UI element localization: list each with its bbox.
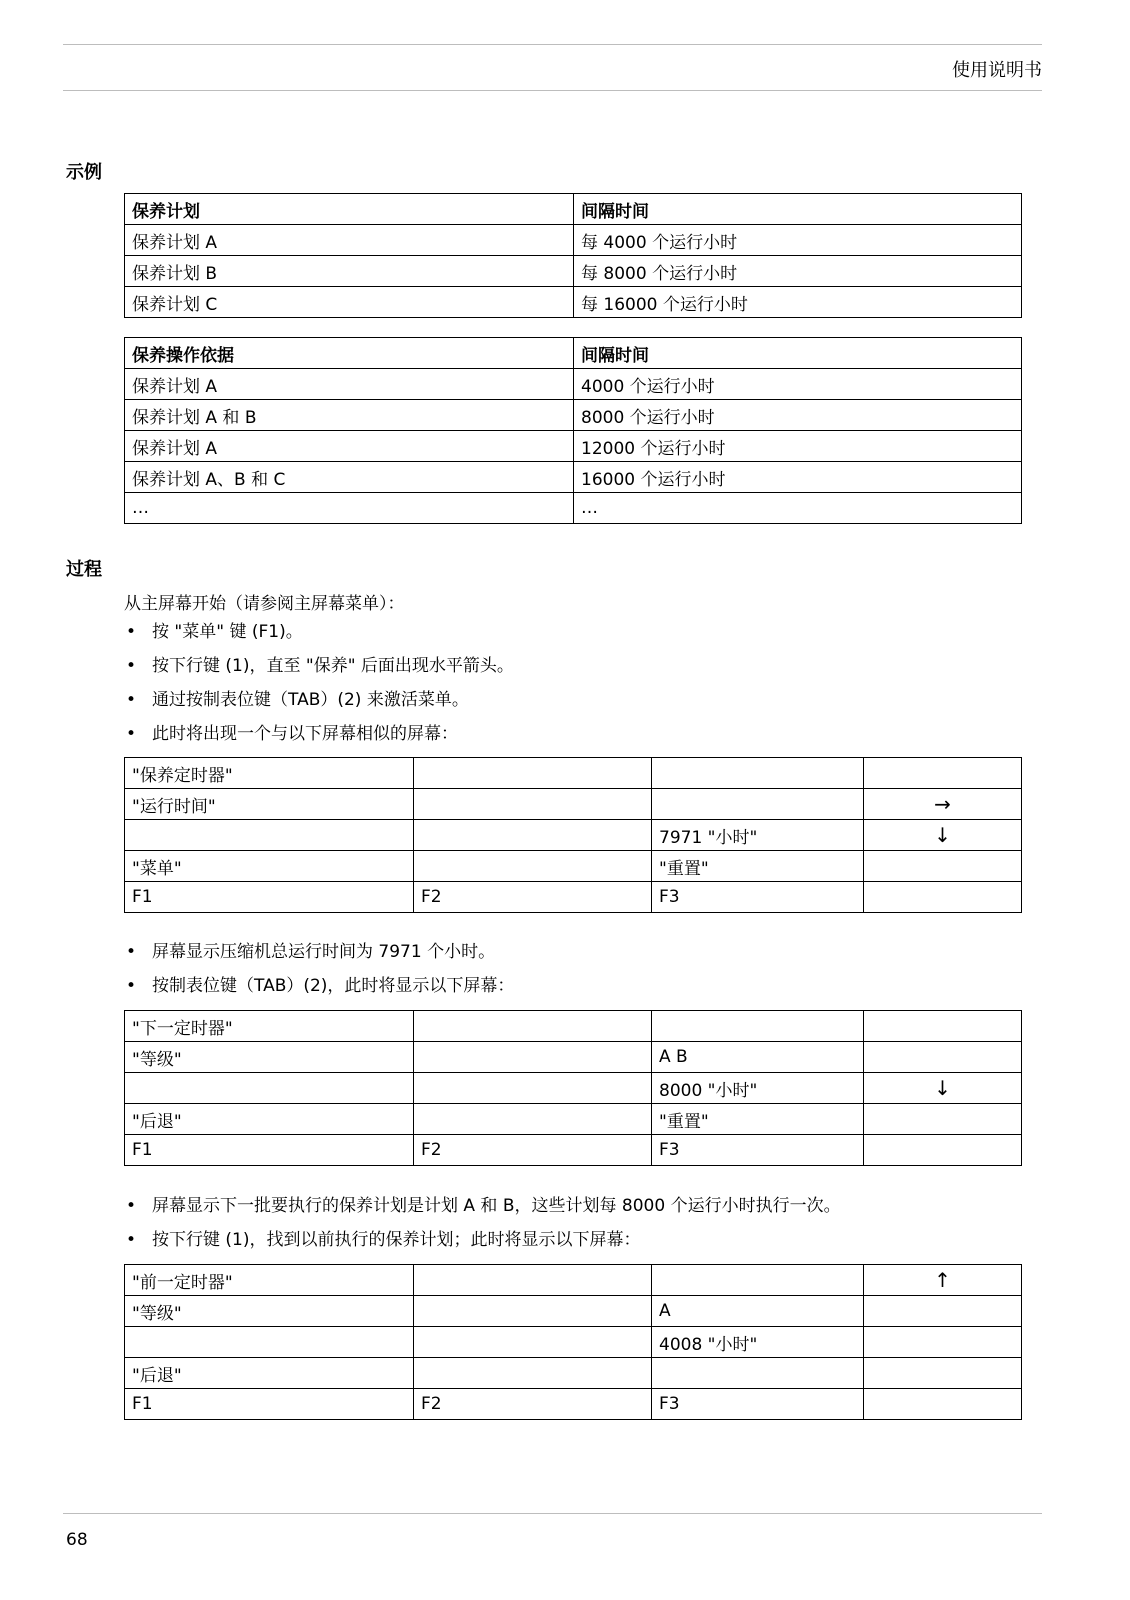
list-item [124, 935, 514, 969]
right-arrow-icon: → [864, 789, 1022, 820]
table-cell [414, 758, 652, 789]
table-cell: "前一定时器" [125, 1265, 414, 1296]
bullet-icon: • [126, 1196, 137, 1216]
table-row [125, 256, 1022, 287]
table-header-row [125, 194, 1022, 225]
table-cell [125, 1327, 414, 1358]
table-row [125, 758, 1022, 789]
column-header: 间隔时间 [574, 194, 1022, 225]
table-row [125, 1011, 1022, 1042]
table-cell [652, 1265, 864, 1296]
list-item [124, 615, 514, 649]
table-cell: F3 [652, 1135, 864, 1166]
table-cell [864, 1296, 1022, 1327]
table-row [125, 1265, 1022, 1296]
table-row [125, 820, 1022, 851]
list-item-text: 屏幕显示压缩机总运行时间为 7971 个小时。 [152, 942, 496, 962]
table-cell [864, 758, 1022, 789]
list-item [124, 969, 514, 1003]
table-row [125, 882, 1022, 913]
table-cell [864, 1327, 1022, 1358]
table-cell: 每 16000 个运行小时 [574, 287, 1022, 318]
table-cell [652, 789, 864, 820]
table-row [125, 400, 1022, 431]
table-row [125, 1327, 1022, 1358]
table-cell [652, 1011, 864, 1042]
table-cell: 每 4000 个运行小时 [574, 225, 1022, 256]
screen-table-1 [124, 757, 1022, 913]
table-row [125, 493, 1022, 524]
bullet-icon: • [126, 690, 137, 710]
table-row [125, 1135, 1022, 1166]
table-cell: "等级" [125, 1296, 414, 1327]
table-cell: 4000 个运行小时 [574, 369, 1022, 400]
table-cell [414, 1265, 652, 1296]
down-arrow-icon: ↓ [864, 820, 1022, 851]
table-cell: "运行时间" [125, 789, 414, 820]
list-item [124, 1189, 841, 1223]
table-cell [864, 1011, 1022, 1042]
table-cell: "后退" [125, 1104, 414, 1135]
table-cell: 保养计划 B [125, 256, 574, 287]
table-cell: A B [652, 1042, 864, 1073]
header-title: 使用说明书 [952, 60, 1042, 81]
table-cell [864, 1104, 1022, 1135]
bullet-icon: • [126, 622, 137, 642]
table-cell: … [125, 493, 574, 524]
list-item-text: 屏幕显示下一批要执行的保养计划是计划 A 和 B，这些计划每 8000 个运行小时执行一次。 [152, 1196, 841, 1216]
down-arrow-icon: ↓ [864, 1073, 1022, 1104]
list-item [124, 683, 514, 717]
table-cell [864, 1389, 1022, 1420]
table-cell: A [652, 1296, 864, 1327]
table-row [125, 851, 1022, 882]
up-arrow-icon: ↑ [864, 1265, 1022, 1296]
table-cell [864, 1358, 1022, 1389]
list-item [124, 1223, 841, 1257]
table-cell: 保养计划 A、B 和 C [125, 462, 574, 493]
procedure-steps-2 [124, 935, 514, 1003]
table-row [125, 789, 1022, 820]
list-item-text: 按 "菜单" 键 (F1)。 [152, 622, 303, 642]
table-cell: 保养计划 A [125, 225, 574, 256]
procedure-steps-1 [124, 615, 514, 751]
table-cell [414, 789, 652, 820]
table-row [125, 1296, 1022, 1327]
table-cell: 保养计划 C [125, 287, 574, 318]
table-row [125, 287, 1022, 318]
table-row [125, 1042, 1022, 1073]
list-item-text: 按制表位键（TAB）(2)，此时将显示以下屏幕： [152, 976, 515, 996]
table-cell [652, 1358, 864, 1389]
column-header: 保养操作依据 [125, 338, 574, 369]
screen-table-3 [124, 1264, 1022, 1420]
table-cell [414, 1327, 652, 1358]
table-cell: F3 [652, 1389, 864, 1420]
list-item [124, 649, 514, 683]
list-item-text: 按下行键 (1)，找到以前执行的保养计划；此时将显示以下屏幕： [152, 1230, 641, 1250]
table-row [125, 1104, 1022, 1135]
procedure-steps-3 [124, 1189, 841, 1257]
table-cell: … [574, 493, 1022, 524]
table-cell: F3 [652, 882, 864, 913]
table-row [125, 1358, 1022, 1389]
table-cell [414, 1358, 652, 1389]
column-header: 间隔时间 [574, 338, 1022, 369]
bullet-icon: • [126, 724, 137, 744]
procedure-intro: 从主屏幕开始（请参阅主屏幕菜单）： [124, 594, 405, 614]
page-number: 68 [66, 1530, 88, 1550]
table-cell: F1 [125, 1389, 414, 1420]
table-cell: "后退" [125, 1358, 414, 1389]
table-cell: 7971 "小时" [652, 820, 864, 851]
table-row [125, 1073, 1022, 1104]
table-cell: 保养计划 A 和 B [125, 400, 574, 431]
table-cell: "下一定时器" [125, 1011, 414, 1042]
table-cell: F2 [414, 882, 652, 913]
table-cell: F1 [125, 882, 414, 913]
table-cell: "重置" [652, 1104, 864, 1135]
footer-rule [63, 1513, 1042, 1514]
header-rule-top [63, 44, 1042, 45]
table-cell: 4008 "小时" [652, 1327, 864, 1358]
table-cell: "保养定时器" [125, 758, 414, 789]
bullet-icon: • [126, 656, 137, 676]
table-cell [864, 851, 1022, 882]
screen-table-2 [124, 1010, 1022, 1166]
table-cell: "菜单" [125, 851, 414, 882]
table-cell: 8000 个运行小时 [574, 400, 1022, 431]
table-row [125, 369, 1022, 400]
table-cell: "等级" [125, 1042, 414, 1073]
table-cell: 保养计划 A [125, 369, 574, 400]
procedure-heading: 过程 [66, 559, 102, 580]
list-item [124, 717, 514, 751]
table-cell: F2 [414, 1135, 652, 1166]
column-header: 保养计划 [125, 194, 574, 225]
table-row [125, 462, 1022, 493]
table-cell [414, 1042, 652, 1073]
table-cell: 8000 "小时" [652, 1073, 864, 1104]
list-item-text: 按下行键 (1)，直至 "保养" 后面出现水平箭头。 [152, 656, 514, 676]
table-cell: F1 [125, 1135, 414, 1166]
table-cell [414, 1296, 652, 1327]
table-cell [652, 758, 864, 789]
table-cell [414, 1011, 652, 1042]
table-cell [125, 820, 414, 851]
table-cell [125, 1073, 414, 1104]
table-cell: F2 [414, 1389, 652, 1420]
table-cell: "重置" [652, 851, 864, 882]
example-heading: 示例 [66, 162, 102, 183]
table-cell [864, 882, 1022, 913]
table-cell: 保养计划 A [125, 431, 574, 462]
bullet-icon: • [126, 976, 137, 996]
table-cell: 每 8000 个运行小时 [574, 256, 1022, 287]
table-header-row [125, 338, 1022, 369]
maintenance-plan-table [124, 193, 1022, 318]
header-rule-bottom [63, 90, 1042, 91]
table-row [125, 431, 1022, 462]
table-cell [864, 1135, 1022, 1166]
table-cell [864, 1042, 1022, 1073]
table-row [125, 1389, 1022, 1420]
bullet-icon: • [126, 942, 137, 962]
table-cell [414, 1073, 652, 1104]
table-cell: 16000 个运行小时 [574, 462, 1022, 493]
table-row [125, 225, 1022, 256]
table-cell [414, 820, 652, 851]
bullet-icon: • [126, 1230, 137, 1250]
table-cell: 12000 个运行小时 [574, 431, 1022, 462]
table-cell [414, 851, 652, 882]
table-cell [414, 1104, 652, 1135]
maintenance-basis-table [124, 337, 1022, 524]
list-item-text: 通过按制表位键（TAB）(2) 来激活菜单。 [152, 690, 469, 710]
list-item-text: 此时将出现一个与以下屏幕相似的屏幕： [152, 724, 458, 744]
